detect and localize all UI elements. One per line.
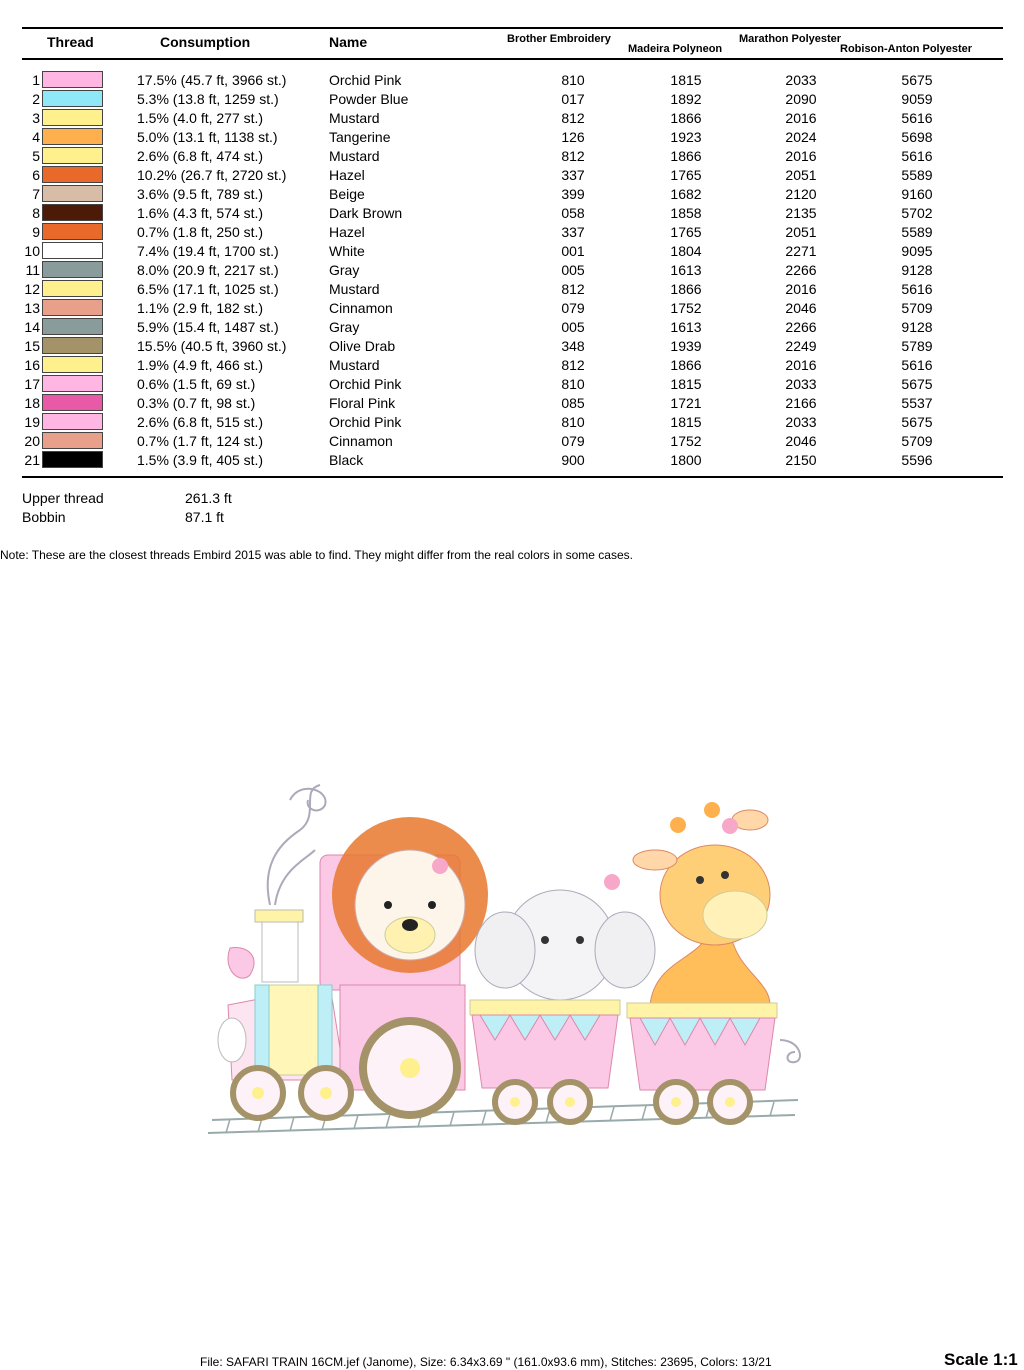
marathon-code-cell: 2249 <box>785 338 817 354</box>
brother-code-cell: 079 <box>561 300 585 316</box>
robison-code-cell: 5616 <box>901 148 933 164</box>
color-name-cell: Dark Brown <box>329 205 403 221</box>
thread-number: 15 <box>24 338 40 354</box>
robison-code-cell: 5616 <box>901 110 933 126</box>
marathon-code-cell: 2024 <box>785 129 817 145</box>
table-row <box>0 128 1024 147</box>
madeira-code-cell: 1815 <box>670 376 702 392</box>
thread-number: 18 <box>24 395 40 411</box>
table-row <box>0 432 1024 451</box>
robison-code-cell: 5709 <box>901 300 933 316</box>
madeira-code-cell: 1721 <box>670 395 702 411</box>
robison-code-cell: 9160 <box>901 186 933 202</box>
brother-code-cell: 812 <box>561 110 585 126</box>
color-swatch <box>42 71 103 88</box>
thread-number: 1 <box>32 72 40 88</box>
color-name-cell: Mustard <box>329 110 380 126</box>
marathon-code-cell: 2166 <box>785 395 817 411</box>
thread-number: 20 <box>24 433 40 449</box>
color-swatch <box>42 185 103 202</box>
robison-code-cell: 5675 <box>901 72 933 88</box>
consumption-cell: 17.5% (45.7 ft, 3966 st.) <box>137 72 287 88</box>
smoke <box>268 785 326 905</box>
robison-code-cell: 9128 <box>901 319 933 335</box>
consumption-cell: 1.9% (4.9 ft, 466 st.) <box>137 357 264 373</box>
scale-label: Scale 1:1 <box>944 1350 1018 1369</box>
robison-code-cell: 5709 <box>901 433 933 449</box>
upper-thread-label: Upper thread <box>22 490 104 506</box>
color-name-cell: Tangerine <box>329 129 391 145</box>
bobbin-value: 87.1 ft <box>185 509 224 525</box>
robison-code-cell: 5589 <box>901 224 933 240</box>
madeira-code-cell: 1815 <box>670 72 702 88</box>
consumption-cell: 1.5% (3.9 ft, 405 st.) <box>137 452 264 468</box>
color-name-cell: White <box>329 243 365 259</box>
consumption-cell: 0.7% (1.8 ft, 250 st.) <box>137 224 264 240</box>
color-swatch <box>42 280 103 297</box>
marathon-code-cell: 2016 <box>785 148 817 164</box>
header-robison: Robison-Anton Polyester <box>840 43 973 55</box>
brother-code-cell: 005 <box>561 262 585 278</box>
color-name-cell: Mustard <box>329 148 380 164</box>
madeira-code-cell: 1866 <box>670 357 702 373</box>
lion <box>332 817 488 973</box>
header-madeira: Madeira Polyneon <box>628 43 723 55</box>
madeira-code-cell: 1866 <box>670 281 702 297</box>
consumption-cell: 2.6% (6.8 ft, 515 st.) <box>137 414 264 430</box>
brother-code-cell: 126 <box>561 129 585 145</box>
color-swatch <box>42 451 103 468</box>
consumption-cell: 1.5% (4.0 ft, 277 st.) <box>137 110 264 126</box>
consumption-cell: 10.2% (26.7 ft, 2720 st.) <box>137 167 287 183</box>
color-name-cell: Mustard <box>329 357 380 373</box>
madeira-code-cell: 1804 <box>670 243 702 259</box>
thread-number: 17 <box>24 376 40 392</box>
file-info: File: SAFARI TRAIN 16CM.jef (Janome), Size: 6.34x3.69 " (161.0x93.6 mm), Stitches: 23695, Colors: 13/21 <box>200 1355 772 1369</box>
thread-number: 19 <box>24 414 40 430</box>
thread-number: 4 <box>32 129 40 145</box>
table-row <box>0 413 1024 432</box>
color-name-cell: Cinnamon <box>329 300 393 316</box>
header-brother: Brother Embroidery <box>507 33 611 45</box>
table-row <box>0 242 1024 261</box>
brother-code-cell: 812 <box>561 281 585 297</box>
color-name-cell: Beige <box>329 186 365 202</box>
table-row <box>0 394 1024 413</box>
consumption-cell: 0.7% (1.7 ft, 124 st.) <box>137 433 264 449</box>
table-row <box>0 318 1024 337</box>
color-name-cell: Black <box>329 452 364 468</box>
madeira-code-cell: 1752 <box>670 300 702 316</box>
brother-code-cell: 085 <box>561 395 585 411</box>
consumption-cell: 5.9% (15.4 ft, 1487 st.) <box>137 319 279 335</box>
bobbin-label: Bobbin <box>22 509 66 525</box>
color-swatch <box>42 109 103 126</box>
marathon-code-cell: 2266 <box>785 319 817 335</box>
madeira-code-cell: 1892 <box>670 91 702 107</box>
color-name-cell: Gray <box>329 262 360 278</box>
robison-code-cell: 5789 <box>901 338 933 354</box>
header-marathon: Marathon Polyester <box>739 33 842 45</box>
marathon-code-cell: 2271 <box>785 243 817 259</box>
color-swatch <box>42 318 103 335</box>
train-track <box>208 1100 798 1133</box>
brother-code-cell: 337 <box>561 167 585 183</box>
header-consumption: Consumption <box>160 34 251 50</box>
table-row <box>0 223 1024 242</box>
robison-code-cell: 9059 <box>901 91 933 107</box>
table-row <box>0 261 1024 280</box>
giraffe-car <box>627 802 800 1090</box>
color-swatch <box>42 432 103 449</box>
consumption-cell: 0.3% (0.7 ft, 98 st.) <box>137 395 256 411</box>
table-row <box>0 71 1024 90</box>
note-text: Note: These are the closest threads Embird 2015 was able to find. They might differ from the real colors in some cases. <box>0 548 633 562</box>
table-row <box>0 299 1024 318</box>
table-row <box>0 280 1024 299</box>
thread-number: 10 <box>24 243 40 259</box>
madeira-code-cell: 1752 <box>670 433 702 449</box>
brother-code-cell: 812 <box>561 357 585 373</box>
thread-number: 16 <box>24 357 40 373</box>
consumption-cell: 1.6% (4.3 ft, 574 st.) <box>137 205 264 221</box>
thread-number: 3 <box>32 110 40 126</box>
brother-code-cell: 058 <box>561 205 585 221</box>
color-name-cell: Gray <box>329 319 360 335</box>
marathon-code-cell: 2051 <box>785 224 817 240</box>
thread-number: 5 <box>32 148 40 164</box>
consumption-cell: 5.0% (13.1 ft, 1138 st.) <box>137 129 278 145</box>
madeira-code-cell: 1613 <box>670 319 702 335</box>
thread-number: 14 <box>24 319 40 335</box>
table-row <box>0 375 1024 394</box>
color-swatch <box>42 128 103 145</box>
thread-number: 6 <box>32 167 40 183</box>
wheel-hubs <box>252 1058 735 1107</box>
table-row <box>0 337 1024 356</box>
color-swatch <box>42 356 103 373</box>
marathon-code-cell: 2033 <box>785 414 817 430</box>
thread-number: 9 <box>32 224 40 240</box>
madeira-code-cell: 1765 <box>670 224 702 240</box>
bottom-rule <box>22 476 1003 478</box>
robison-code-cell: 5589 <box>901 167 933 183</box>
header-thread: Thread <box>47 34 94 50</box>
table-row <box>0 356 1024 375</box>
color-name-cell: Cinnamon <box>329 433 393 449</box>
robison-code-cell: 9128 <box>901 262 933 278</box>
color-swatch <box>42 337 103 354</box>
robison-code-cell: 5698 <box>901 129 933 145</box>
marathon-code-cell: 2266 <box>785 262 817 278</box>
brother-code-cell: 017 <box>561 91 585 107</box>
header-rule <box>22 58 1003 60</box>
brother-code-cell: 900 <box>561 452 585 468</box>
marathon-code-cell: 2033 <box>785 72 817 88</box>
marathon-code-cell: 2120 <box>785 186 817 202</box>
consumption-cell: 15.5% (40.5 ft, 3960 st.) <box>137 338 287 354</box>
madeira-code-cell: 1866 <box>670 110 702 126</box>
marathon-code-cell: 2016 <box>785 110 817 126</box>
madeira-code-cell: 1858 <box>670 205 702 221</box>
marathon-code-cell: 2046 <box>785 300 817 316</box>
consumption-cell: 0.6% (1.5 ft, 69 st.) <box>137 376 256 392</box>
table-row <box>0 166 1024 185</box>
table-row <box>0 147 1024 166</box>
robison-code-cell: 5702 <box>901 205 933 221</box>
marathon-code-cell: 2135 <box>785 205 817 221</box>
consumption-cell: 8.0% (20.9 ft, 2217 st.) <box>137 262 279 278</box>
marathon-code-cell: 2150 <box>785 452 817 468</box>
robison-code-cell: 5616 <box>901 357 933 373</box>
robison-code-cell: 5675 <box>901 376 933 392</box>
elephant-car <box>470 874 655 1088</box>
thread-number: 7 <box>32 186 40 202</box>
robison-code-cell: 9095 <box>901 243 933 259</box>
madeira-code-cell: 1682 <box>670 186 702 202</box>
madeira-code-cell: 1613 <box>670 262 702 278</box>
color-swatch <box>42 261 103 278</box>
brother-code-cell: 079 <box>561 433 585 449</box>
color-swatch <box>42 147 103 164</box>
consumption-cell: 5.3% (13.8 ft, 1259 st.) <box>137 91 279 107</box>
color-swatch <box>42 394 103 411</box>
robison-code-cell: 5537 <box>901 395 933 411</box>
header-name: Name <box>329 34 368 50</box>
table-row <box>0 90 1024 109</box>
table-row <box>0 185 1024 204</box>
madeira-code-cell: 1866 <box>670 148 702 164</box>
top-rule <box>22 27 1003 29</box>
thread-number: 2 <box>32 91 40 107</box>
consumption-cell: 7.4% (19.4 ft, 1700 st.) <box>137 243 279 259</box>
brother-code-cell: 001 <box>561 243 585 259</box>
color-name-cell: Floral Pink <box>329 395 396 411</box>
color-swatch <box>42 204 103 221</box>
madeira-code-cell: 1815 <box>670 414 702 430</box>
color-name-cell: Orchid Pink <box>329 414 402 430</box>
thread-number: 13 <box>24 300 40 316</box>
thread-number: 21 <box>24 452 40 468</box>
color-name-cell: Orchid Pink <box>329 376 402 392</box>
robison-code-cell: 5675 <box>901 414 933 430</box>
brother-code-cell: 337 <box>561 224 585 240</box>
brother-code-cell: 812 <box>561 148 585 164</box>
thread-number: 12 <box>24 281 40 297</box>
robison-code-cell: 5616 <box>901 281 933 297</box>
color-name-cell: Olive Drab <box>329 338 396 354</box>
locomotive <box>218 855 465 1090</box>
madeira-code-cell: 1923 <box>670 129 702 145</box>
thread-number: 11 <box>25 262 40 278</box>
color-swatch <box>42 166 103 183</box>
consumption-cell: 3.6% (9.5 ft, 789 st.) <box>137 186 264 202</box>
color-swatch <box>42 223 103 240</box>
color-swatch <box>42 90 103 107</box>
marathon-code-cell: 2016 <box>785 281 817 297</box>
color-name-cell: Orchid Pink <box>329 72 402 88</box>
consumption-cell: 1.1% (2.9 ft, 182 st.) <box>137 300 264 316</box>
marathon-code-cell: 2090 <box>785 91 817 107</box>
color-swatch <box>42 299 103 316</box>
color-name-cell: Mustard <box>329 281 380 297</box>
madeira-code-cell: 1800 <box>670 452 702 468</box>
brother-code-cell: 399 <box>561 186 585 202</box>
thread-number: 8 <box>32 205 40 221</box>
marathon-code-cell: 2051 <box>785 167 817 183</box>
consumption-cell: 2.6% (6.8 ft, 474 st.) <box>137 148 264 164</box>
upper-thread-value: 261.3 ft <box>185 490 232 506</box>
marathon-code-cell: 2046 <box>785 433 817 449</box>
wheels <box>233 1021 750 1122</box>
table-row <box>0 451 1024 470</box>
brother-code-cell: 810 <box>561 376 585 392</box>
brother-code-cell: 348 <box>561 338 585 354</box>
brother-code-cell: 810 <box>561 72 585 88</box>
table-row <box>0 204 1024 223</box>
color-swatch <box>42 413 103 430</box>
madeira-code-cell: 1765 <box>670 167 702 183</box>
color-name-cell: Powder Blue <box>329 91 409 107</box>
color-swatch <box>42 375 103 392</box>
madeira-code-cell: 1939 <box>670 338 702 354</box>
color-name-cell: Hazel <box>329 167 365 183</box>
color-name-cell: Hazel <box>329 224 365 240</box>
marathon-code-cell: 2016 <box>785 357 817 373</box>
color-swatch <box>42 242 103 259</box>
marathon-code-cell: 2033 <box>785 376 817 392</box>
consumption-cell: 6.5% (17.1 ft, 1025 st.) <box>137 281 279 297</box>
table-row <box>0 109 1024 128</box>
robison-code-cell: 5596 <box>901 452 933 468</box>
brother-code-cell: 005 <box>561 319 585 335</box>
brother-code-cell: 810 <box>561 414 585 430</box>
